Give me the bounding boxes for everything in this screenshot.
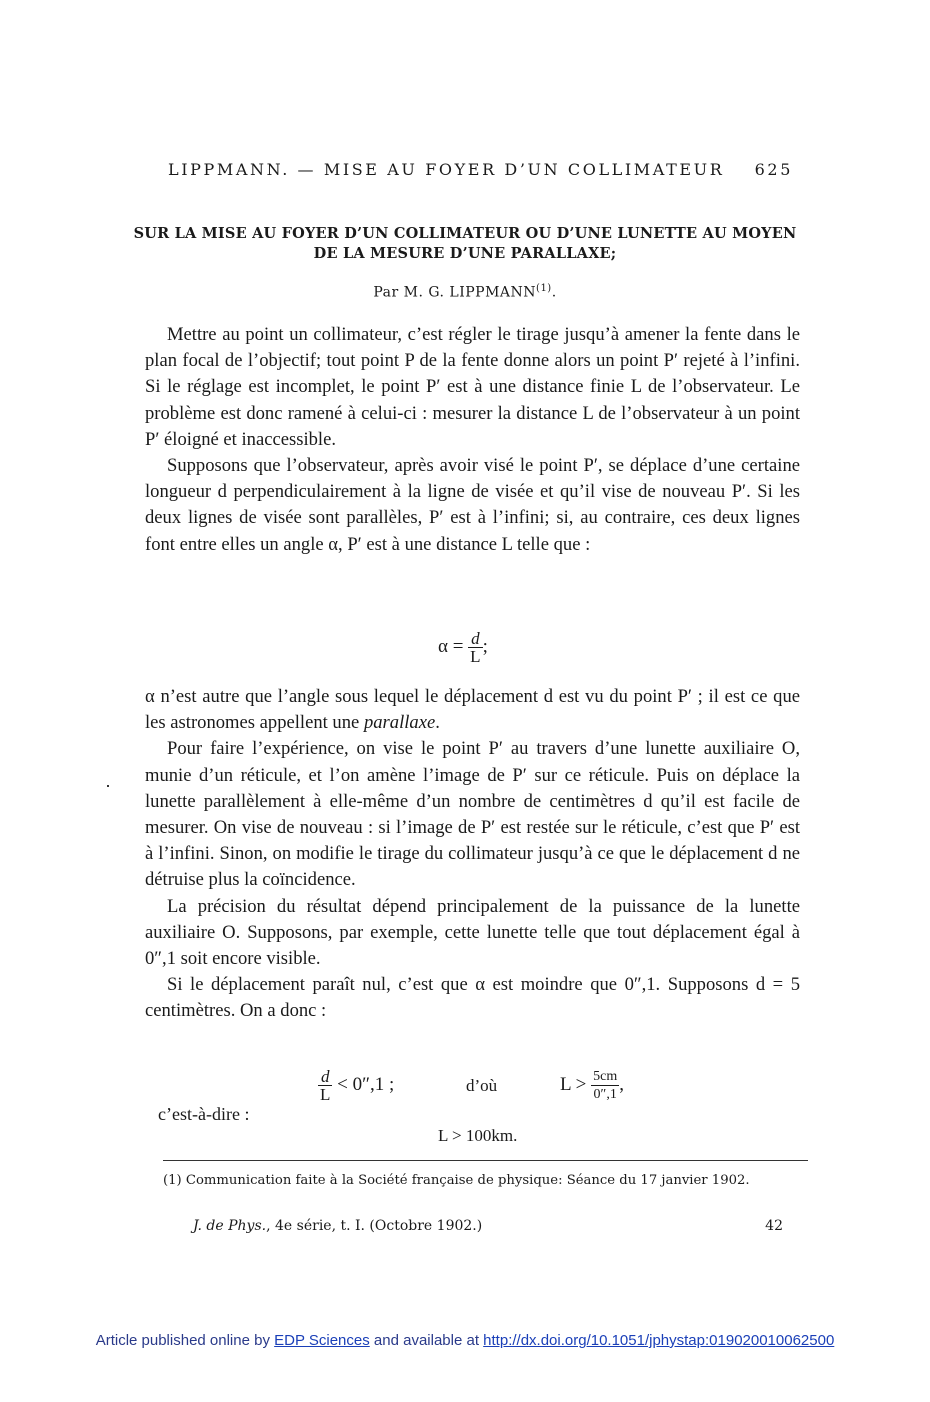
fraction-d-over-l bbox=[468, 630, 482, 665]
article-title bbox=[130, 224, 800, 264]
fraction-numerator-5cm: 5cm bbox=[593, 1069, 618, 1084]
parallaxe-term: parallaxe bbox=[363, 712, 436, 734]
cest-a-dire: c’est-à-dire : bbox=[158, 1104, 250, 1124]
author-byline bbox=[0, 283, 930, 301]
formula-inequality bbox=[318, 1068, 394, 1103]
margin-mark bbox=[107, 785, 109, 787]
formula-parallax bbox=[438, 630, 488, 665]
journal-name: J. de Phys. bbox=[193, 1218, 267, 1234]
formula-l-bound bbox=[560, 1068, 624, 1103]
fraction-numerator: d bbox=[468, 630, 482, 648]
paragraph-3-text: α n’est autre que l’angle sous lequel le déplacement d est vu du point P′ ; il est ce que les astronomes appellent une bbox=[145, 686, 800, 734]
formula-result: L > 100km. bbox=[438, 1126, 518, 1145]
page-number: 625 bbox=[754, 160, 793, 179]
edp-sciences-link[interactable]: EDP Sciences bbox=[274, 1332, 370, 1349]
paragraph-2: Supposons que l’observateur, après avoir visé le point P′, se déplace d’une certaine longueur d perpendiculairement à la ligne de visée et qu’il vise de nouveau P′. Si les deux lignes de visée sont parallèles, P′ est à l’infini; si, au contraire, ces deux lignes font entre elles un angle α, P′ est à une distance L telle que : bbox=[145, 455, 800, 555]
sheet-number: 42 bbox=[765, 1218, 783, 1234]
formula-dou: d’où bbox=[466, 1076, 498, 1095]
fraction-denominator-2: L bbox=[320, 1085, 331, 1104]
byline-end: . bbox=[551, 284, 557, 301]
journal-line bbox=[193, 1218, 783, 1234]
fraction-d-over-l-2 bbox=[318, 1068, 332, 1103]
bound-lhs: L > bbox=[560, 1073, 587, 1095]
body-text-top bbox=[145, 322, 800, 558]
paragraph-4: Pour faire l’expérience, on vise le point P′ au travers d’une lunette auxiliaire O, munie d’un réticule, et l’on amène l’image de P′ sur ce réticule. Puis on déplace la lunette parallèlement à elle-même d’un nombre de centimètres d qu’il est facile de mesurer. On vise de nouveau : si l’image de P′ est restée sur le réticule, c’est que P′ est à l’infini. Sinon, on modifie le tirage du collimateur jusqu’à ce que le déplacement d ne détruise plus la coïncidence. bbox=[145, 738, 800, 891]
article-title-line-2: DE LA MESURE D’UNE PARALLAXE; bbox=[313, 245, 617, 262]
publisher-middle: and available at bbox=[369, 1332, 484, 1349]
paragraph-1: Mettre au point un collimateur, c’est régler le tirage jusqu’à amener la fente dans le plan focal de l’objectif; tout point P de la fente donne alors un point P′ rejeté à l’infini. Si le réglage est incomplet, le point P′ est à une distance finie L de l’observateur. Le problème est donc ramené à celui-ci : mesurer la distance L de l’observateur à un point P′ éloigné et inaccessible. bbox=[145, 324, 800, 450]
paragraph-3 bbox=[145, 684, 800, 736]
body-text-bottom bbox=[145, 684, 800, 1025]
running-head bbox=[168, 160, 793, 179]
author-name: Par M. G. LIPPMANN bbox=[373, 284, 537, 301]
inequality-relation: < 0″,1 ; bbox=[337, 1073, 395, 1095]
doi-link[interactable]: http://dx.doi.org/10.1051/jphystap:019020010062500 bbox=[483, 1332, 835, 1349]
fraction-denominator: L bbox=[470, 647, 481, 666]
publisher-prefix: Article published online by bbox=[95, 1332, 275, 1349]
journal-details: , 4e série, t. I. (Octobre 1902.) bbox=[266, 1218, 483, 1234]
paragraph-3-end: . bbox=[435, 712, 440, 734]
publisher-notice bbox=[0, 1332, 930, 1349]
footnote: (1) Communication faite à la Société française de physique: Séance du 17 janvier 1902. bbox=[163, 1173, 750, 1188]
formula-lhs: α = bbox=[438, 635, 464, 657]
bound-end: , bbox=[619, 1073, 624, 1095]
paragraph-6: Si le déplacement paraît nul, c’est que α est moindre que 0″,1. Supposons d = 5 centimètres. On a donc : bbox=[145, 974, 800, 1022]
fraction-5cm bbox=[591, 1068, 619, 1103]
paragraph-5: La précision du résultat dépend principalement de la puissance de la lunette auxiliaire O. Supposons, par exemple, cette lunette telle que tout déplacement égal à 0″,1 soit encore visible. bbox=[145, 895, 800, 970]
footnote-rule bbox=[163, 1160, 808, 1161]
journal-citation bbox=[193, 1218, 482, 1234]
article-title-line-1: SUR LA MISE AU FOYER D’UN COLLIMATEUR OU D’UNE LUNETTE AU MOYEN bbox=[133, 225, 797, 242]
fraction-numerator-2: d bbox=[318, 1068, 332, 1086]
running-head-title: LIPPMANN. — MISE AU FOYER D’UN COLLIMATEUR bbox=[168, 160, 725, 179]
footnote-mark: (1) bbox=[536, 283, 552, 294]
fraction-denominator-01: 0″,1 bbox=[593, 1087, 617, 1102]
formula-end: ; bbox=[482, 635, 488, 657]
